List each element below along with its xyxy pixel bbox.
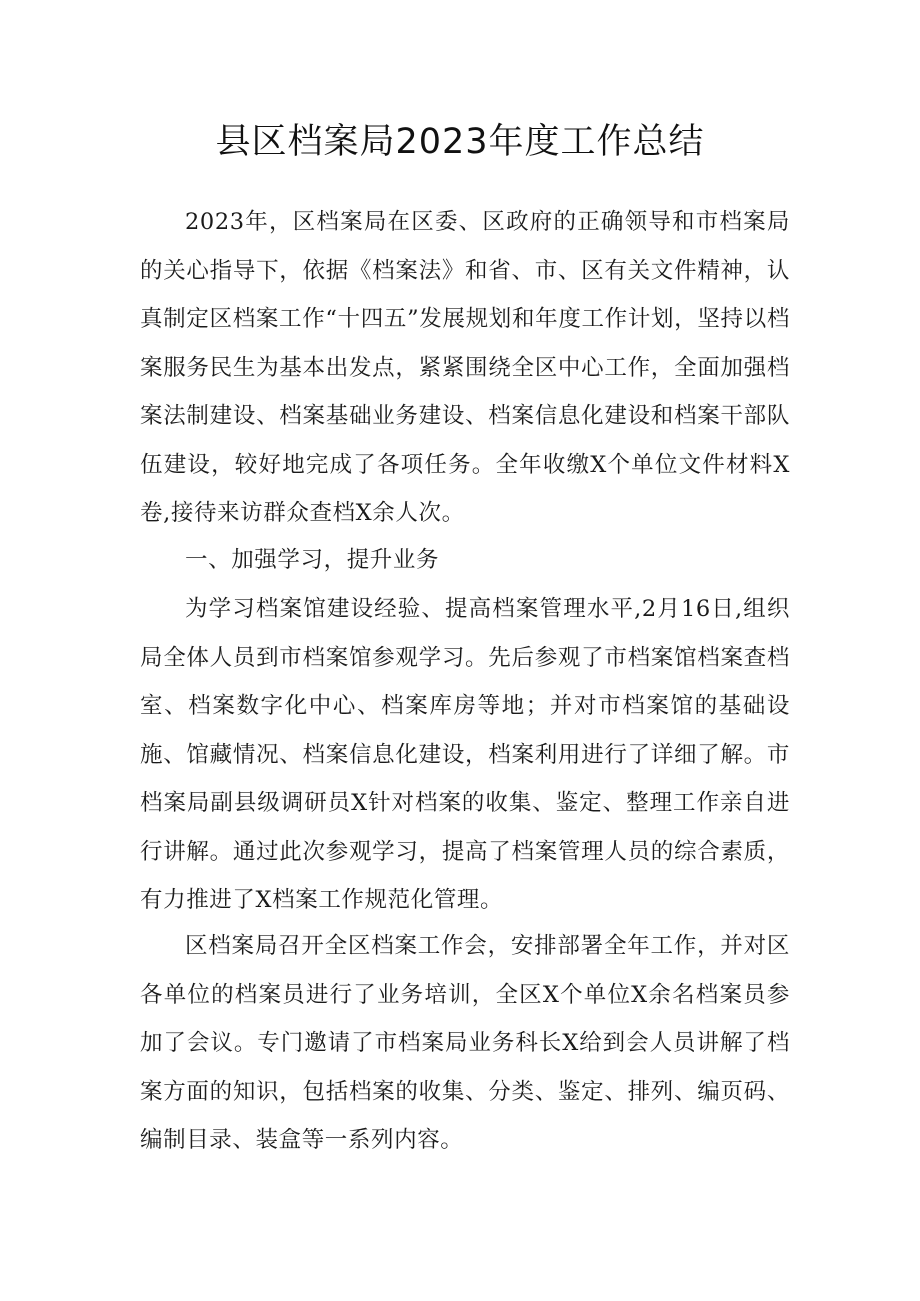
- paragraph-training-meeting: 区档案局召开全区档案工作会，安排部署全年工作，并对区各单位的档案员进行了业务培训，全区X个单位X余名档案员参加了会议。专门邀请了市档案局业务科长X给到会人员讲解了档案方面的知识，包括档案的收集、分类、鉴定、排列、编页码、编制目录、装盒等一系列内容。: [140, 933, 790, 1153]
- section-heading-1: 一、加强学习，提升业务: [185, 547, 440, 573]
- paragraph-intro: 2023年，区档案局在区委、区政府的正确领导和市档案局的关心指导下，依据《档案法》和省、市、区有关文件精神，认真制定区档案工作“十四五”发展规划和年度工作计划，坚持以档案服务民生为基本出发点，紧紧围绕全区中心工作，全面加强档案法制建设、档案基础业务建设、档案信息化建设和档案干部队伍建设，较好地完成了各项任务。全年收缴X个单位文件材料X卷,接待来访群众查档X余人次。: [140, 209, 790, 526]
- document-title: 县区档案局2023年度工作总结: [215, 122, 705, 162]
- paragraph-study-visit: 为学习档案馆建设经验、提高档案管理水平,2月16日,组织局全体人员到市档案馆参观学习。先后参观了市档案馆档案查档室、档案数字化中心、档案库房等地；并对市档案馆的基础设施、馆藏情况、档案信息化建设，档案利用进行了详细了解。市档案局副县级调研员X针对档案的收集、鉴定、整理工作亲自进行讲解。通过此次参观学习，提高了档案管理人员的综合素质，有力推进了X档案工作规范化管理。: [140, 596, 790, 913]
